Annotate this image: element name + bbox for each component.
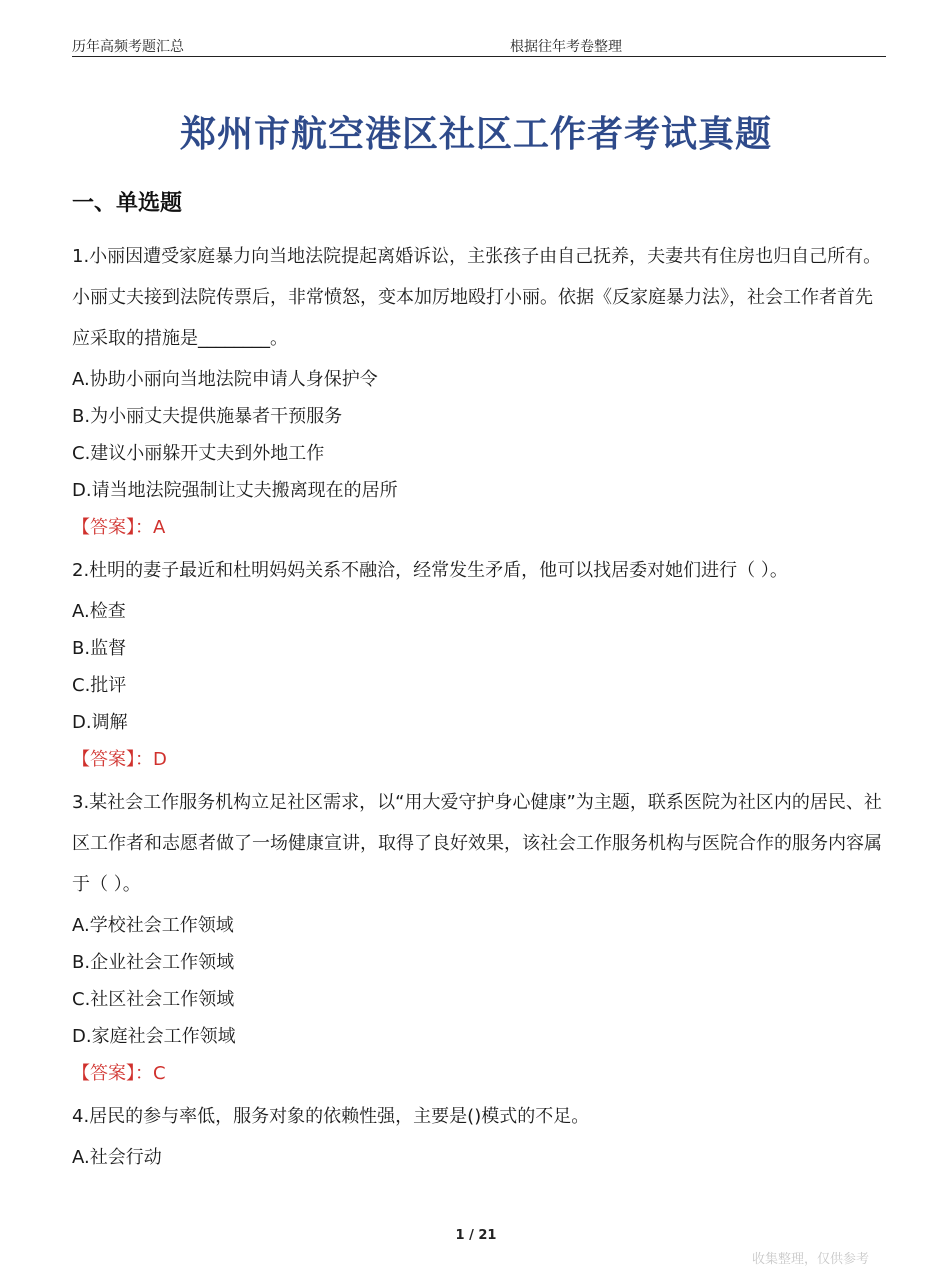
document-title: 郑州市航空港区社区工作者考试真题 xyxy=(179,114,772,155)
option-b: B.监督 xyxy=(72,638,127,659)
option-c: C.批评 xyxy=(72,675,127,696)
option-c: C.社区社会工作领域 xyxy=(72,989,235,1010)
answer-label: 【答案】：D xyxy=(72,749,167,770)
option-d: D.家庭社会工作领域 xyxy=(72,1026,236,1047)
watermark-text: 收集整理，仅供参考 xyxy=(752,1252,870,1267)
question-block xyxy=(72,1096,888,1176)
option-b: B.为小丽丈夫提供施暴者干预服务 xyxy=(72,406,343,427)
question-text: 4.居民的参与率低，服务对象的依赖性强，主要是()模式的不足。 xyxy=(72,1106,590,1127)
question-block xyxy=(72,236,888,546)
question-list xyxy=(72,236,888,1176)
question-text: 2.杜明的妻子最近和杜明妈妈关系不融洽，经常发生矛盾，他可以找居委对她们进行（ ）。 xyxy=(72,560,788,581)
header-right-text: 根据往年考卷整理 xyxy=(510,39,622,55)
option-d: D.请当地法院强制让丈夫搬离现在的居所 xyxy=(72,480,398,501)
question-text: 1.小丽因遭受家庭暴力向当地法院提起离婚诉讼，主张孩子由自己抚养，夫妻共有住房也归自己所有。小丽丈夫接到法院传票后，非常愤怒，变本加厉地殴打小丽。依据《反家庭暴力法》，社会工作者首先应采取的措施是________。 xyxy=(72,246,882,349)
question-block xyxy=(72,782,888,1092)
answer-label: 【答案】：C xyxy=(72,1063,166,1084)
answer-label: 【答案】：A xyxy=(72,517,166,538)
question-block xyxy=(72,550,888,778)
option-d: D.调解 xyxy=(72,712,128,733)
page-number: 1 / 21 xyxy=(455,1228,497,1243)
question-text: 3.某社会工作服务机构立足社区需求，以“用大爱守护身心健康”为主题，联系医院为社区内的居民、社区工作者和志愿者做了一场健康宣讲，取得了良好效果，该社会工作服务机构与医院合作的服务内容属于（ ）。 xyxy=(72,792,882,895)
option-c: C.建议小丽躲开丈夫到外地工作 xyxy=(72,443,325,464)
option-a: A.协助小丽向当地法院申请人身保护令 xyxy=(72,369,378,390)
option-a: A.社会行动 xyxy=(72,1147,162,1168)
section-title: 一、单选题 xyxy=(72,191,183,216)
page-header xyxy=(72,34,886,57)
option-a: A.学校社会工作领域 xyxy=(72,915,234,936)
option-a: A.检查 xyxy=(72,601,126,622)
header-left-text: 历年高频考题汇总 xyxy=(72,39,184,55)
option-b: B.企业社会工作领域 xyxy=(72,952,235,973)
